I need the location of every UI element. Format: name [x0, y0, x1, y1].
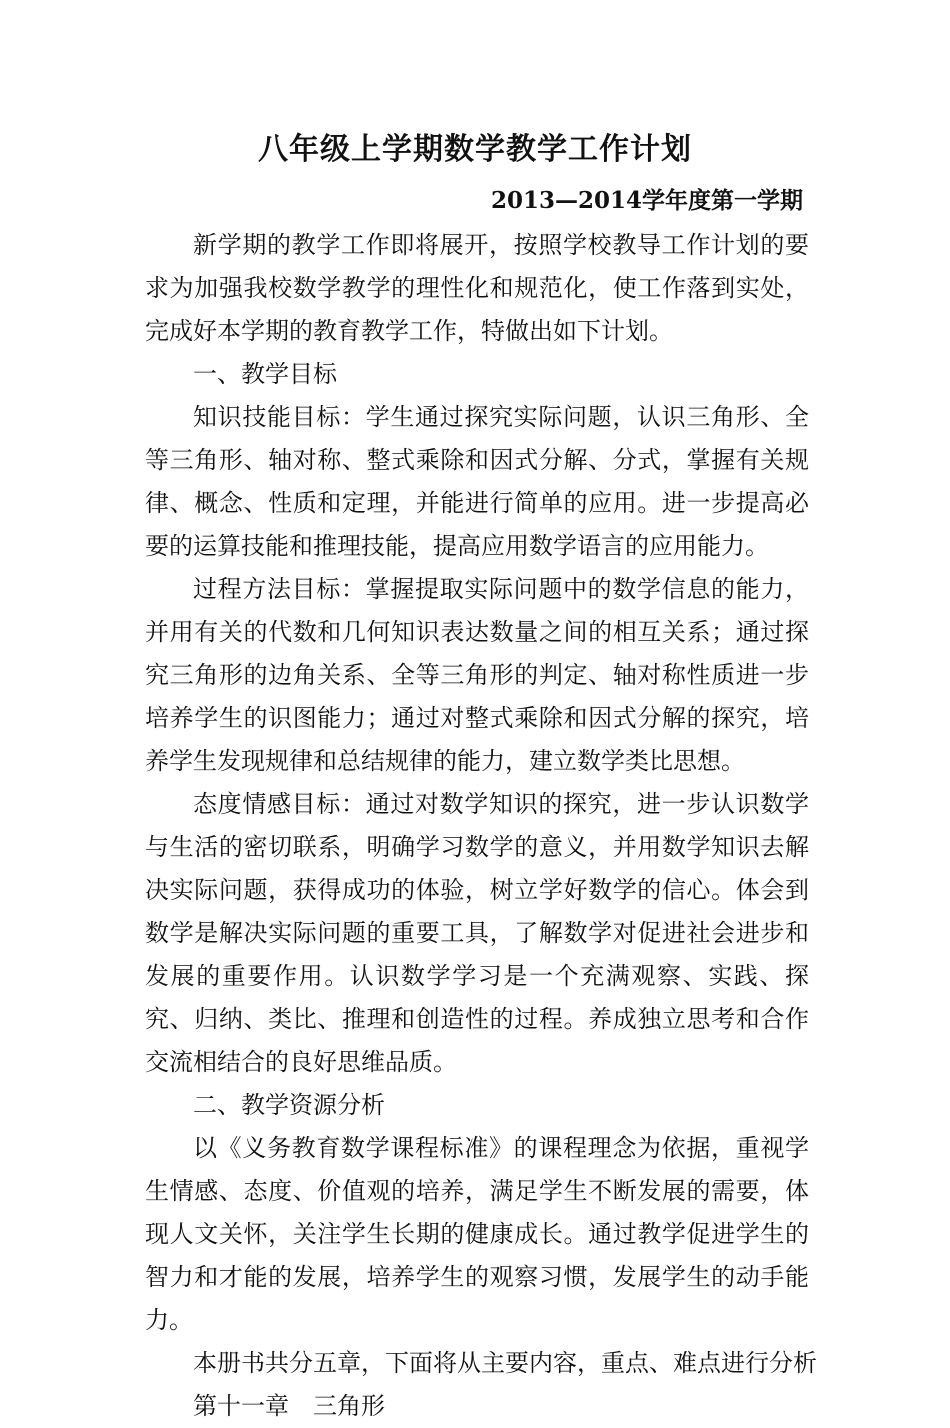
document-body — [145, 224, 817, 1428]
document-subtitle: 2013—2014学年度第一学期 — [490, 187, 803, 214]
resource-analysis-paragraph: 以《义务教育数学课程标准》的课程理念为依据，重视学生情感、态度、价值观的培养，满足学生不断发展的需要，体现人文关怀，关注学生长期的健康成长。通过教学促进学生的智力和才能的发展，培养学生的观察习惯，发展学生的动手能力。 — [145, 1134, 809, 1334]
attitude-emotion-goal-paragraph: 态度情感目标：通过对数学知识的探究，进一步认识数学与生活的密切联系，明确学习数学的意义，并用数学知识去解决实际问题，获得成功的体验，树立学好数学的信心。体会到数学是解决实际问题的重要工具，了解数学对促进社会进步和发展的重要作用。认识数学学习是一个充满观察、实践、探究、归纳、类比、推理和创造性的过程。养成独立思考和合作交流相结合的良好思维品质。 — [145, 790, 809, 1076]
intro-paragraph: 新学期的教学工作即将展开，按照学校教导工作计划的要求为加强我校数学教学的理性化和规范化，使工作落到实处，完成好本学期的教育教学工作，特做出如下计划。 — [145, 231, 809, 345]
chapter-heading: 第十一章 三角形 — [193, 1392, 385, 1420]
process-method-goal-paragraph: 过程方法目标：掌握提取实际问题中的数学信息的能力，并用有关的代数和几何知识表达数量之间的相互关系；通过探究三角形的边角关系、全等三角形的判定、轴对称性质进一步培养学生的识图能力；通过对整式乘除和因式分解的探究，培养学生发现规律和总结规律的能力，建立数学类比思想。 — [145, 575, 809, 775]
knowledge-skill-goal-paragraph: 知识技能目标：学生通过探究实际问题，认识三角形、全等三角形、轴对称、整式乘除和因式分解、分式，掌握有关规律、概念、性质和定理，并能进行简单的应用。进一步提高必要的运算技能和推理技能，提高应用数学语言的应用能力。 — [145, 403, 809, 560]
section-heading-resource-analysis: 二、教学资源分析 — [193, 1091, 385, 1119]
section-heading-teaching-goals: 一、教学目标 — [193, 360, 337, 388]
chapter-overview-paragraph: 本册书共分五章，下面将从主要内容，重点、难点进行分析 — [193, 1349, 817, 1377]
document-title: 八年级上学期数学教学工作计划 — [258, 132, 692, 167]
